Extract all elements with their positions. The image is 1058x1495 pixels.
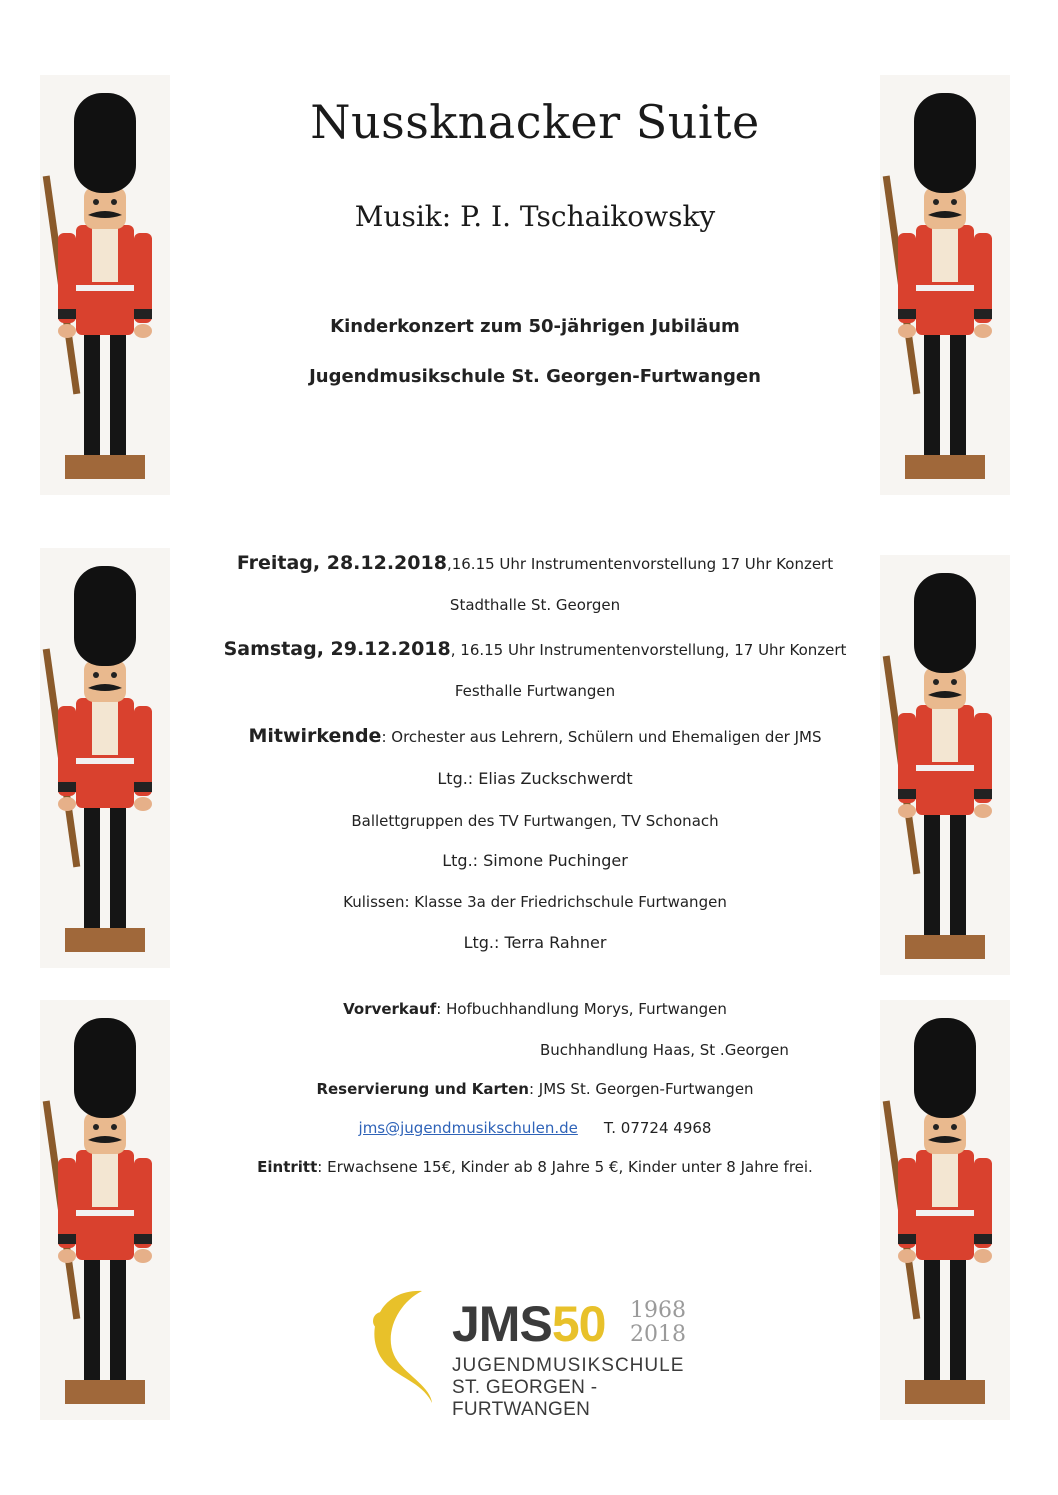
swirl-logo-icon <box>360 1285 440 1410</box>
participants <box>190 725 880 747</box>
event-2-details: , 16.15 Uhr Instrumentenvorstellung, 17 Uhr Konzert <box>450 641 847 659</box>
intro-line-1: Kinderkonzert zum 50-jährigen Jubiläum <box>330 316 740 337</box>
participant-line: Ltg.: Terra Rahner <box>463 933 607 952</box>
phone-number: T. 07724 4968 <box>603 1119 712 1137</box>
event-2-venue: Festhalle Furtwangen <box>454 682 616 700</box>
nutcracker-image <box>880 75 1010 495</box>
page-title: Nussknacker Suite <box>310 95 760 149</box>
participants-label: Mitwirkende <box>248 725 382 747</box>
contact-line <box>190 1119 880 1137</box>
event-1 <box>190 552 880 574</box>
reservation-label: Reservierung und Karten <box>316 1080 529 1098</box>
event-2 <box>190 638 880 660</box>
presale-text-1: : Hofbuchhandlung Morys, Furtwangen <box>436 1000 727 1018</box>
admission-text: : Erwachsene 15€, Kinder ab 8 Jahre 5 €, Kinder unter 8 Jahre frei. <box>317 1158 813 1176</box>
nutcracker-image <box>880 555 1010 975</box>
participants-text: : Orchester aus Lehrern, Schülern und Ehemaligen der JMS <box>381 728 822 746</box>
participant-line: Ltg.: Simone Puchinger <box>442 851 628 870</box>
nutcracker-image <box>880 1000 1010 1420</box>
nutcracker-image <box>40 548 170 968</box>
logo-school-location: ST. GEORGEN - FURTWANGEN <box>452 1377 598 1420</box>
participant-line: Kulissen: Klasse 3a der Friedrichschule Furtwangen <box>343 893 727 911</box>
participant-line: Ltg.: Elias Zuckschwerdt <box>437 769 633 788</box>
event-1-venue: Stadthalle St. Georgen <box>449 596 621 614</box>
presale-line-1 <box>190 1000 880 1018</box>
logo-school-name: JUGENDMUSIKSCHULE <box>452 1355 685 1376</box>
composer-subtitle: Musik: P. I. Tschaikowsky <box>354 200 716 233</box>
reservation-text: : JMS St. Georgen-Furtwangen <box>528 1080 754 1098</box>
email-link[interactable]: jms@jugendmusikschulen.de <box>358 1119 578 1137</box>
admission-label: Eintritt <box>257 1158 318 1176</box>
event-1-date: Freitag, 28.12.2018 <box>236 552 447 574</box>
event-2-date: Samstag, 29.12.2018 <box>223 638 451 660</box>
nutcracker-image <box>40 75 170 495</box>
jms50-logo <box>360 1285 720 1420</box>
nutcracker-image <box>40 1000 170 1420</box>
intro-line-2: Jugendmusikschule St. Georgen-Furtwangen <box>309 366 761 387</box>
presale-label: Vorverkauf <box>343 1000 437 1018</box>
participant-line: Ballettgruppen des TV Furtwangen, TV Schonach <box>351 812 719 830</box>
event-1-details: ,16.15 Uhr Instrumentenvorstellung 17 Uhr Konzert <box>446 555 834 573</box>
logo-wordmark: JMS50 <box>452 1296 606 1352</box>
logo-years: 1968 2018 <box>630 1298 686 1347</box>
admission-line <box>190 1158 880 1176</box>
presale-line-2: Buchhandlung Haas, St .Georgen <box>540 1041 789 1059</box>
reservation-line <box>190 1080 880 1098</box>
